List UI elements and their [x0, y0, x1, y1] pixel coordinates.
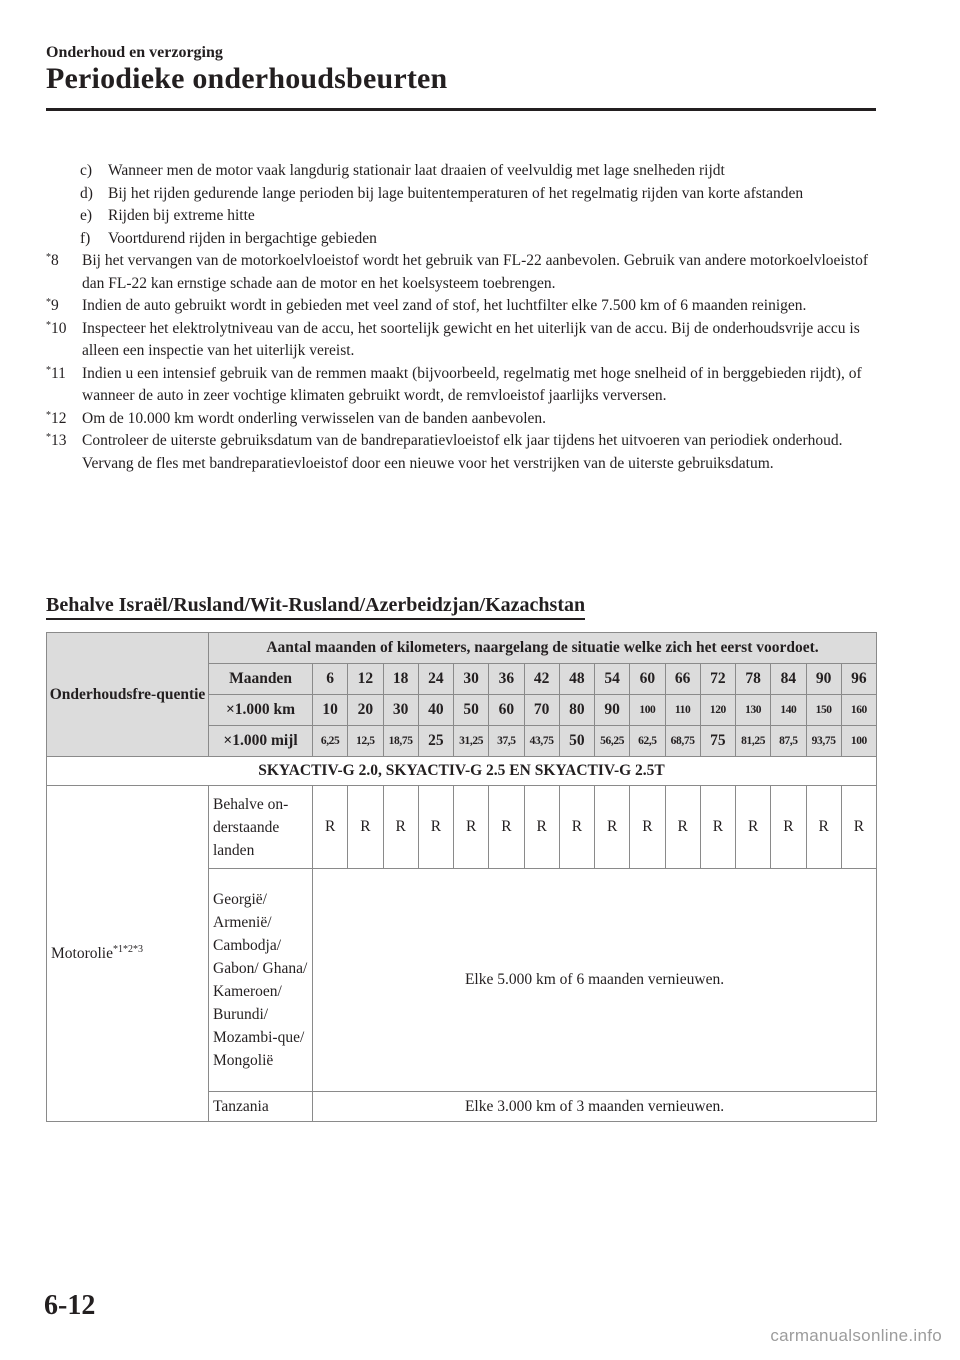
- replace-cell: R: [665, 786, 700, 869]
- km-cell: 10: [313, 695, 348, 726]
- mi-cell: 93,75: [806, 726, 841, 757]
- months-cell: 6: [313, 664, 348, 695]
- months-cell: 36: [489, 664, 524, 695]
- footnote-text: Controleer de uiterste gebruiksdatum van de bandreparatievloeistof elk jaar tijdens het uitvoeren van periodiek onderhoud. Vervang de fles met bandreparatievloeistof door een nieuwe voor het verstrijken van de uiterste gebruiksdatum.: [82, 432, 843, 472]
- engine-row: [47, 757, 877, 786]
- interval-header: Aantal maanden of kilometers, naargelang de situatie welke zich het eerst voordoet.: [209, 633, 877, 664]
- star-symbol: *: [46, 252, 51, 263]
- months-cell: 78: [736, 664, 771, 695]
- km-cell: 120: [700, 695, 735, 726]
- footnote-number: 13: [51, 432, 67, 449]
- months-cell: 96: [841, 664, 876, 695]
- footnote-number: 9: [51, 297, 59, 314]
- mi-cell: 18,75: [383, 726, 418, 757]
- note-f: [46, 228, 886, 251]
- replace-cell: R: [524, 786, 559, 869]
- months-cell: 30: [454, 664, 489, 695]
- mi-cell: 100: [841, 726, 876, 757]
- months-cell: 54: [595, 664, 630, 695]
- sub1-label: Behalve on-derstaande landen: [209, 786, 313, 869]
- km-cell: 110: [665, 695, 700, 726]
- mi-cell: 43,75: [524, 726, 559, 757]
- oil-footnote-refs: *1*2*3: [113, 943, 143, 955]
- km-cell: 100: [630, 695, 665, 726]
- months-label: Maanden: [209, 664, 313, 695]
- footnote-number: 12: [51, 409, 67, 427]
- km-cell: 140: [771, 695, 806, 726]
- km-cell: 90: [595, 695, 630, 726]
- header-row-span: [47, 633, 877, 664]
- km-cell: 60: [489, 695, 524, 726]
- replace-cell: R: [559, 786, 594, 869]
- section-label: Onderhoud en verzorging: [46, 44, 223, 61]
- km-label: ×1.000 km: [209, 695, 313, 726]
- star-symbol: *: [46, 297, 51, 308]
- replace-cell: R: [595, 786, 630, 869]
- replace-cell: R: [841, 786, 876, 869]
- mi-cell: 25: [418, 726, 453, 757]
- footnote-marker: [46, 318, 67, 341]
- note-text: Bij het rijden gedurende lange perioden bij lage buitentemperaturen of het regelmatig rijden van korte afstanden: [108, 184, 804, 202]
- mi-cell: 62,5: [630, 726, 665, 757]
- footnote-13: [46, 430, 886, 475]
- mi-cell: 31,25: [454, 726, 489, 757]
- title-divider: [46, 108, 876, 111]
- note-marker: c): [80, 162, 93, 179]
- km-cell: 50: [454, 695, 489, 726]
- mi-cell: 87,5: [771, 726, 806, 757]
- replace-cell: R: [700, 786, 735, 869]
- miles-label: ×1.000 mijl: [209, 726, 313, 757]
- star-symbol: *: [46, 409, 51, 421]
- note-text: Rijden bij extreme hitte: [108, 207, 255, 224]
- km-cell: 70: [524, 695, 559, 726]
- replace-cell: R: [630, 786, 665, 869]
- months-cell: 12: [348, 664, 383, 695]
- watermark: carmanualsonline.info: [770, 1326, 942, 1345]
- mi-cell: 68,75: [665, 726, 700, 757]
- sub3-text: Elke 3.000 km of 3 maanden vernieuwen.: [313, 1092, 877, 1122]
- km-cell: 30: [383, 695, 418, 726]
- footnote-10: [46, 318, 886, 363]
- region-subheading: Behalve Israël/Rusland/Wit-Rusland/Azerbeidzjan/Kazachstan: [46, 594, 585, 620]
- replace-cell: R: [736, 786, 771, 869]
- replace-cell: R: [313, 786, 348, 869]
- replace-cell: R: [348, 786, 383, 869]
- km-cell: 80: [559, 695, 594, 726]
- replace-cell: R: [771, 786, 806, 869]
- months-cell: 72: [700, 664, 735, 695]
- oil-label: [47, 786, 209, 1122]
- note-text: Voortdurend rijden in bergachtige gebieden: [108, 229, 377, 247]
- sub2-label: Georgië/ Armenië/ Cambodja/ Gabon/ Ghana/ Kameroen/ Burundi/ Mozambi-que/ Mongolië: [209, 869, 313, 1092]
- replace-cell: R: [383, 786, 418, 869]
- months-cell: 42: [524, 664, 559, 695]
- mi-cell: 37,5: [489, 726, 524, 757]
- oil-label-text: Motorolie: [51, 945, 113, 963]
- replace-cell: R: [806, 786, 841, 869]
- footnote-12: [46, 408, 886, 431]
- months-cell: 24: [418, 664, 453, 695]
- footnote-8: [46, 250, 886, 295]
- page-number: 6-12: [44, 1290, 96, 1321]
- engine-label: SKYACTIV-G 2.0, SKYACTIV-G 2.5 EN SKYACTIV-G 2.5T: [47, 757, 877, 786]
- km-cell: 20: [348, 695, 383, 726]
- km-cell: 40: [418, 695, 453, 726]
- footnote-marker: [46, 430, 67, 453]
- footnote-9: [46, 295, 886, 318]
- footnote-marker: [46, 295, 59, 318]
- sub3-label: Tanzania: [209, 1092, 313, 1122]
- star-symbol: *: [46, 319, 51, 331]
- months-cell: 90: [806, 664, 841, 695]
- sub2-text: Elke 5.000 km of 6 maanden vernieuwen.: [313, 869, 877, 1092]
- mi-cell: 12,5: [348, 726, 383, 757]
- footnote-text: Bij het vervangen van de motorkoelvloeistof wordt het gebruik van FL-22 aanbevolen. Gebruik van andere motorkoelvloeistof dan FL-22 kan ernstige schade aan de motor en het koelsysteem toebrengen.: [82, 252, 868, 292]
- replace-cell: R: [489, 786, 524, 869]
- footnotes: [46, 160, 886, 475]
- footnote-text: Indien de auto gebruikt wordt in gebieden met veel zand of stof, het luchtfilter elke 7.500 km of 6 maanden reinigen.: [82, 297, 807, 314]
- mi-cell: 81,25: [736, 726, 771, 757]
- mi-cell: 56,25: [595, 726, 630, 757]
- km-cell: 150: [806, 695, 841, 726]
- footnote-number: 11: [51, 364, 66, 382]
- footnote-11: [46, 363, 886, 408]
- note-marker: e): [80, 207, 93, 224]
- freq-header: Onderhoudsfre-quentie: [47, 633, 209, 757]
- page-title: Periodieke onderhoudsbeurten: [46, 62, 448, 95]
- star-symbol: *: [46, 364, 51, 376]
- footnote-text: Indien u een intensief gebruik van de remmen maakt (bijvoorbeeld, regelmatig met hoge snelheid of in berggebieden rijdt), of wanneer de auto in zeer vochtige klimaten gebruikt wordt, de remvloeistof jaarlijks verversen.: [82, 364, 862, 404]
- km-cell: 160: [841, 695, 876, 726]
- months-cell: 48: [559, 664, 594, 695]
- footnote-marker: [46, 363, 66, 386]
- mi-cell: 75: [700, 726, 735, 757]
- replace-cell: R: [454, 786, 489, 869]
- star-symbol: *: [46, 432, 51, 443]
- replace-cell: R: [418, 786, 453, 869]
- months-cell: 18: [383, 664, 418, 695]
- footnote-marker: [46, 250, 59, 273]
- km-cell: 130: [736, 695, 771, 726]
- oil-row-default: [47, 786, 877, 869]
- note-d: [46, 183, 886, 206]
- footnote-number: 8: [51, 252, 59, 269]
- mi-cell: 6,25: [313, 726, 348, 757]
- note-marker: f): [80, 229, 91, 247]
- footnote-marker: [46, 408, 67, 431]
- note-e: [46, 205, 886, 228]
- months-cell: 60: [630, 664, 665, 695]
- footnote-number: 10: [51, 319, 67, 337]
- note-c: [46, 160, 886, 183]
- mi-cell: 50: [559, 726, 594, 757]
- footnote-text: Inspecteer het elektrolytniveau van de accu, het soortelijk gewicht en het uiterlijk van de accu. Bij de onderhoudsvrije accu is alleen een inspectie van het uiterlijk vereist.: [82, 319, 860, 359]
- months-cell: 84: [771, 664, 806, 695]
- note-marker: d): [80, 184, 93, 202]
- note-text: Wanneer men de motor vaak langdurig stationair laat draaien of veelvuldig met lage snelheden rijdt: [108, 162, 725, 179]
- months-cell: 66: [665, 664, 700, 695]
- footnote-text: Om de 10.000 km wordt onderling verwisselen van de banden aanbevolen.: [82, 409, 547, 427]
- maintenance-schedule-table: [46, 632, 877, 1122]
